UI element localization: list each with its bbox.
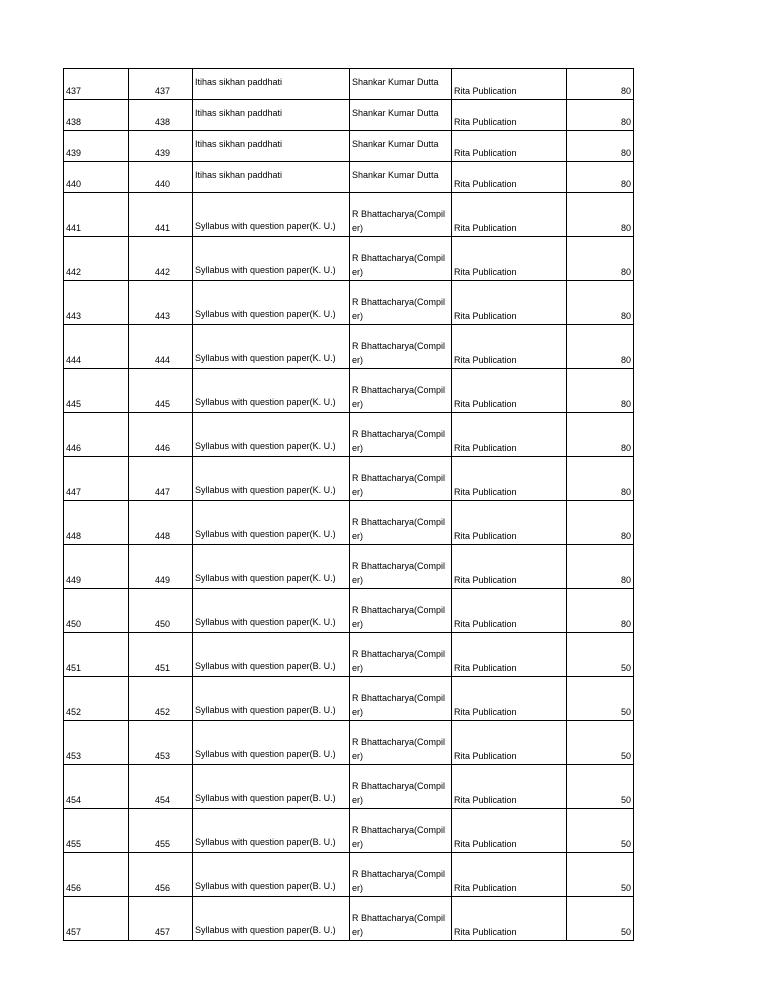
book-title-cell: Itihas sikhan paddhati: [193, 100, 350, 131]
publisher-cell: Rita Publication: [452, 100, 567, 131]
price-cell: 80: [567, 589, 634, 633]
publisher-cell: Rita Publication: [452, 325, 567, 369]
table-row: [64, 677, 634, 721]
author-cell: Shankar Kumar Dutta: [350, 100, 452, 131]
publisher-cell: Rita Publication: [452, 162, 567, 193]
price-cell: 50: [567, 721, 634, 765]
author-cell: R Bhattacharya(Compiler): [350, 633, 452, 677]
price-cell: 80: [567, 413, 634, 457]
book-title-cell: Syllabus with question paper(B. U.): [193, 809, 350, 853]
accession-number-cell: 455: [129, 809, 193, 853]
author-cell: R Bhattacharya(Compiler): [350, 501, 452, 545]
accession-number-cell: 441: [129, 193, 193, 237]
accession-number-cell: 443: [129, 281, 193, 325]
book-title-cell: Syllabus with question paper(K. U.): [193, 369, 350, 413]
price-cell: 50: [567, 633, 634, 677]
table-row: [64, 193, 634, 237]
book-title-cell: Syllabus with question paper(K. U.): [193, 589, 350, 633]
publisher-cell: Rita Publication: [452, 545, 567, 589]
book-title-cell: Itihas sikhan paddhati: [193, 69, 350, 100]
serial-number-cell: 448: [64, 501, 129, 545]
table-body: [64, 69, 634, 941]
book-title-cell: Itihas sikhan paddhati: [193, 162, 350, 193]
book-title-cell: Syllabus with question paper(B. U.): [193, 897, 350, 941]
table-row: [64, 413, 634, 457]
publisher-cell: Rita Publication: [452, 677, 567, 721]
publisher-cell: Rita Publication: [452, 193, 567, 237]
table-row: [64, 721, 634, 765]
price-cell: 80: [567, 69, 634, 100]
serial-number-cell: 439: [64, 131, 129, 162]
book-title-cell: Syllabus with question paper(B. U.): [193, 853, 350, 897]
serial-number-cell: 447: [64, 457, 129, 501]
price-cell: 80: [567, 545, 634, 589]
accession-number-cell: 452: [129, 677, 193, 721]
serial-number-cell: 441: [64, 193, 129, 237]
accession-number-cell: 446: [129, 413, 193, 457]
table-row: [64, 545, 634, 589]
author-cell: R Bhattacharya(Compiler): [350, 545, 452, 589]
publisher-cell: Rita Publication: [452, 501, 567, 545]
serial-number-cell: 453: [64, 721, 129, 765]
author-cell: R Bhattacharya(Compiler): [350, 765, 452, 809]
price-cell: 80: [567, 325, 634, 369]
accession-number-cell: 444: [129, 325, 193, 369]
publisher-cell: Rita Publication: [452, 809, 567, 853]
accession-number-cell: 457: [129, 897, 193, 941]
book-title-cell: Itihas sikhan paddhati: [193, 131, 350, 162]
serial-number-cell: 449: [64, 545, 129, 589]
accession-number-cell: 438: [129, 100, 193, 131]
accession-number-cell: 451: [129, 633, 193, 677]
book-title-cell: Syllabus with question paper(K. U.): [193, 501, 350, 545]
author-cell: R Bhattacharya(Compiler): [350, 281, 452, 325]
author-cell: R Bhattacharya(Compiler): [350, 325, 452, 369]
table-row: [64, 281, 634, 325]
serial-number-cell: 440: [64, 162, 129, 193]
author-cell: R Bhattacharya(Compiler): [350, 853, 452, 897]
book-title-cell: Syllabus with question paper(K. U.): [193, 193, 350, 237]
table-row: [64, 853, 634, 897]
book-title-cell: Syllabus with question paper(B. U.): [193, 633, 350, 677]
accession-number-cell: 442: [129, 237, 193, 281]
author-cell: R Bhattacharya(Compiler): [350, 721, 452, 765]
book-register-table: [63, 68, 634, 941]
serial-number-cell: 445: [64, 369, 129, 413]
price-cell: 50: [567, 677, 634, 721]
author-cell: R Bhattacharya(Compiler): [350, 369, 452, 413]
table-row: [64, 369, 634, 413]
author-cell: R Bhattacharya(Compiler): [350, 897, 452, 941]
table-row: [64, 501, 634, 545]
table-row: [64, 69, 634, 100]
accession-number-cell: 440: [129, 162, 193, 193]
publisher-cell: Rita Publication: [452, 721, 567, 765]
author-cell: Shankar Kumar Dutta: [350, 131, 452, 162]
publisher-cell: Rita Publication: [452, 69, 567, 100]
table-row: [64, 237, 634, 281]
serial-number-cell: 457: [64, 897, 129, 941]
author-cell: R Bhattacharya(Compiler): [350, 413, 452, 457]
table-row: [64, 457, 634, 501]
accession-number-cell: 448: [129, 501, 193, 545]
accession-number-cell: 456: [129, 853, 193, 897]
table-row: [64, 765, 634, 809]
publisher-cell: Rita Publication: [452, 281, 567, 325]
price-cell: 80: [567, 237, 634, 281]
book-title-cell: Syllabus with question paper(K. U.): [193, 545, 350, 589]
serial-number-cell: 444: [64, 325, 129, 369]
publisher-cell: Rita Publication: [452, 897, 567, 941]
serial-number-cell: 446: [64, 413, 129, 457]
author-cell: R Bhattacharya(Compiler): [350, 589, 452, 633]
author-cell: R Bhattacharya(Compiler): [350, 677, 452, 721]
publisher-cell: Rita Publication: [452, 369, 567, 413]
price-cell: 50: [567, 765, 634, 809]
publisher-cell: Rita Publication: [452, 765, 567, 809]
table-row: [64, 131, 634, 162]
author-cell: R Bhattacharya(Compiler): [350, 237, 452, 281]
price-cell: 80: [567, 162, 634, 193]
publisher-cell: Rita Publication: [452, 589, 567, 633]
serial-number-cell: 454: [64, 765, 129, 809]
publisher-cell: Rita Publication: [452, 457, 567, 501]
author-cell: R Bhattacharya(Compiler): [350, 193, 452, 237]
publisher-cell: Rita Publication: [452, 413, 567, 457]
book-title-cell: Syllabus with question paper(K. U.): [193, 281, 350, 325]
serial-number-cell: 452: [64, 677, 129, 721]
book-title-cell: Syllabus with question paper(K. U.): [193, 413, 350, 457]
book-title-cell: Syllabus with question paper(K. U.): [193, 237, 350, 281]
book-title-cell: Syllabus with question paper(B. U.): [193, 721, 350, 765]
publisher-cell: Rita Publication: [452, 853, 567, 897]
serial-number-cell: 451: [64, 633, 129, 677]
accession-number-cell: 450: [129, 589, 193, 633]
price-cell: 80: [567, 457, 634, 501]
table-row: [64, 162, 634, 193]
price-cell: 50: [567, 809, 634, 853]
table-row: [64, 809, 634, 853]
author-cell: R Bhattacharya(Compiler): [350, 457, 452, 501]
accession-number-cell: 439: [129, 131, 193, 162]
accession-number-cell: 454: [129, 765, 193, 809]
price-cell: 50: [567, 853, 634, 897]
book-title-cell: Syllabus with question paper(K. U.): [193, 325, 350, 369]
table-row: [64, 100, 634, 131]
accession-number-cell: 453: [129, 721, 193, 765]
author-cell: R Bhattacharya(Compiler): [350, 809, 452, 853]
table-row: [64, 633, 634, 677]
price-cell: 80: [567, 369, 634, 413]
accession-number-cell: 447: [129, 457, 193, 501]
author-cell: Shankar Kumar Dutta: [350, 162, 452, 193]
table-row: [64, 325, 634, 369]
publisher-cell: Rita Publication: [452, 633, 567, 677]
accession-number-cell: 437: [129, 69, 193, 100]
price-cell: 80: [567, 193, 634, 237]
price-cell: 80: [567, 281, 634, 325]
serial-number-cell: 450: [64, 589, 129, 633]
serial-number-cell: 442: [64, 237, 129, 281]
serial-number-cell: 456: [64, 853, 129, 897]
serial-number-cell: 443: [64, 281, 129, 325]
book-title-cell: Syllabus with question paper(B. U.): [193, 677, 350, 721]
book-title-cell: Syllabus with question paper(K. U.): [193, 457, 350, 501]
table-row: [64, 589, 634, 633]
price-cell: 80: [567, 131, 634, 162]
price-cell: 80: [567, 100, 634, 131]
table-row: [64, 897, 634, 941]
accession-number-cell: 449: [129, 545, 193, 589]
author-cell: Shankar Kumar Dutta: [350, 69, 452, 100]
price-cell: 50: [567, 897, 634, 941]
serial-number-cell: 438: [64, 100, 129, 131]
publisher-cell: Rita Publication: [452, 131, 567, 162]
serial-number-cell: 455: [64, 809, 129, 853]
serial-number-cell: 437: [64, 69, 129, 100]
publisher-cell: Rita Publication: [452, 237, 567, 281]
price-cell: 80: [567, 501, 634, 545]
accession-number-cell: 445: [129, 369, 193, 413]
book-title-cell: Syllabus with question paper(B. U.): [193, 765, 350, 809]
